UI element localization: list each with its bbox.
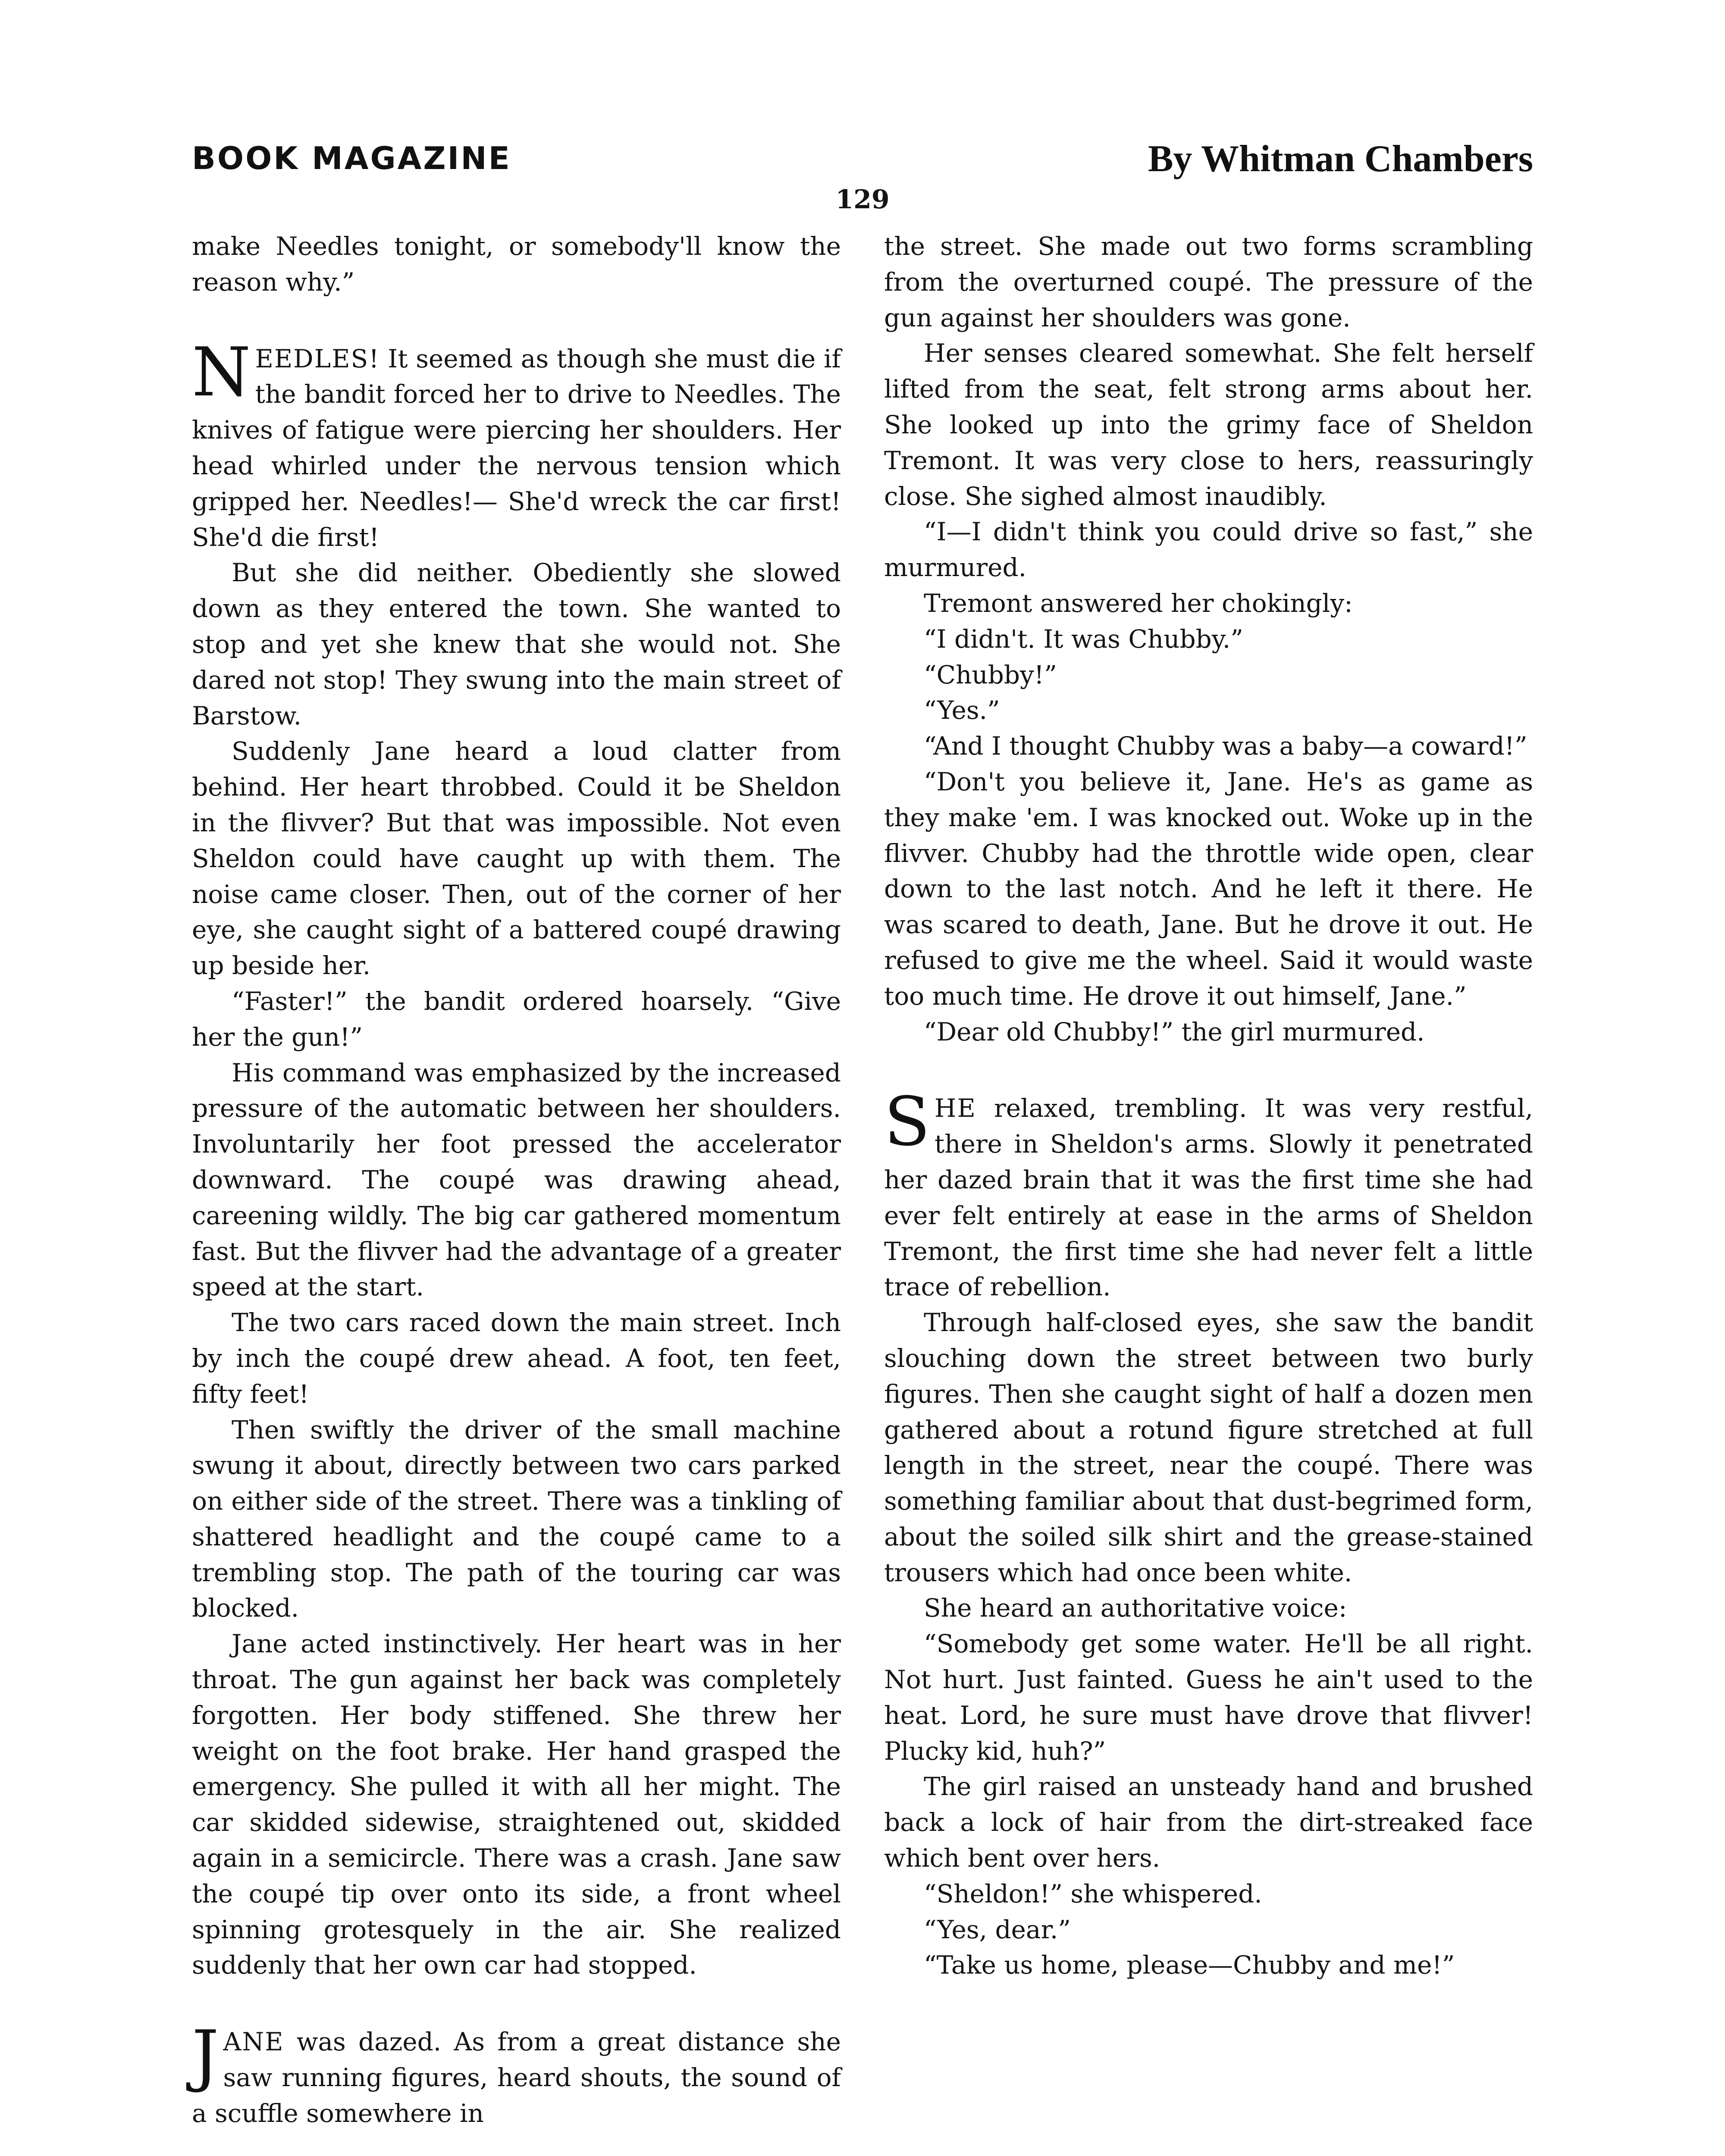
paragraph: His command was emphasized by the increased pressure of the automatic between her shoulders. Involuntarily her foot pressed the accelerator downward. The coupé was drawing ahead, careening wildly. The big car gathered momentum fast. But the flivver had the advantage of a greater speed at the start. bbox=[192, 1058, 841, 1302]
paragraph: Tremont answered her chokingly: bbox=[924, 588, 1353, 618]
right-column bbox=[884, 229, 1533, 1983]
paragraph: “Sheldon!” she whispered. bbox=[924, 1879, 1262, 1908]
drop-cap: N bbox=[192, 332, 251, 411]
left-column bbox=[192, 229, 841, 2131]
drop-cap: S bbox=[884, 1082, 930, 1161]
paragraph-text: It seemed as though she must die if the bandit forced her to drive to Needles. The knives of fatigue were piercing her shoulders. Her head whirled under the nervous tension which gripped her. Needles!— She'd wreck the car first! She'd die first! bbox=[192, 344, 841, 552]
paragraph: Then swiftly the driver of the small machine swung it about, directly between two cars parked on either side of the street. There was a tinkling of shattered headlight and the coupé came to a trembling stop. The path of the touring car was blocked. bbox=[192, 1415, 841, 1623]
paragraph-text: was dazed. As from a great distance she saw running figures, heard shouts, the sound of a scuffle somewhere in bbox=[192, 2027, 841, 2128]
magazine-title: BOOK MAGAZINE bbox=[192, 140, 511, 176]
paragraph: The girl raised an unsteady hand and brushed back a lock of hair from the dirt-streaked face which bent over hers. bbox=[884, 1772, 1533, 1873]
paragraph: But she did neither. Obediently she slowed down as they entered the town. She wanted to stop and yet she knew that she would not. She dared not stop! They swung into the main street of Barstow. bbox=[192, 558, 841, 730]
paragraph: The two cars raced down the main street. Inch by inch the coupé drew ahead. A foot, ten feet, fifty feet! bbox=[192, 1308, 841, 1409]
paragraph: “Don't you believe it, Jane. He's as game as they make 'em. I was knocked out. Woke up in the flivver. Chubby had the throttle wide open, clear down to the last notch. And he left it there. He was scared to death, Jane. But he drove it out. He refused to give me the wheel. Said it would waste too much time. He drove it out himself, Jane.” bbox=[884, 767, 1533, 1011]
drop-cap: J bbox=[192, 2016, 219, 2095]
paragraph: “I didn't. It was Chubby.” bbox=[924, 624, 1243, 654]
paragraph: make Needles tonight, or somebody'll know the reason why.” bbox=[192, 232, 841, 297]
section-opening-paragraph bbox=[192, 332, 841, 555]
paragraph: “Dear old Chubby!” the girl murmured. bbox=[924, 1017, 1425, 1047]
small-caps-word: HE bbox=[934, 1094, 976, 1123]
section-opening-paragraph bbox=[884, 1082, 1533, 1305]
paragraph: “Yes, dear.” bbox=[924, 1915, 1071, 1944]
paragraph: “Chubby!” bbox=[924, 660, 1057, 689]
paragraph: She heard an authoritative voice: bbox=[924, 1593, 1347, 1623]
paragraph: “Yes.” bbox=[924, 696, 1000, 725]
paragraph: “I—I didn't think you could drive so fast,” she murmured. bbox=[884, 517, 1533, 583]
page-number: 129 bbox=[835, 185, 890, 215]
paragraph: Through half-closed eyes, she saw the bandit slouching down the street between two burly figures. Then she caught sight of half a dozen men gathered about a rotund figure stretched at full length in the street, near the coupé. There was something familiar about that dust-begrimed form, about the soiled silk shirt and the grease-stained trousers which had once been white. bbox=[884, 1308, 1533, 1587]
author-byline: By Whitman Chambers bbox=[1148, 138, 1533, 180]
section-opening-paragraph bbox=[192, 2016, 841, 2131]
paragraph: “Take us home, please—Chubby and me!” bbox=[924, 1950, 1455, 1980]
paragraph: “Somebody get some water. He'll be all right. Not hurt. Just fainted. Guess he ain't used to the heat. Lord, he sure must have drove that flivver! Plucky kid, huh?” bbox=[884, 1629, 1533, 1766]
paragraph-text: relaxed, trembling. It was very restful, there in Sheldon's arms. Slowly it penetrated her dazed brain that it was the first time she had ever felt entirely at ease in the arms of Sheldon Tremont, the first time she had never felt a little trace of rebellion. bbox=[884, 1094, 1533, 1302]
paragraph: the street. She made out two forms scrambling from the overturned coupé. The pressure of the gun against her shoulders was gone. bbox=[884, 232, 1533, 332]
paragraph: Her senses cleared somewhat. She felt herself lifted from the seat, felt strong arms about her. She looked up into the grimy face of Sheldon Tremont. It was very close to hers, reassuringly close. She sighed almost inaudibly. bbox=[884, 338, 1533, 511]
paragraph: Suddenly Jane heard a loud clatter from behind. Her heart throbbed. Could it be Sheldon in the flivver? But that was impossible. Not even Sheldon could have caught up with them. The noise came closer. Then, out of the corner of her eye, she caught sight of a battered coupé drawing up beside her. bbox=[192, 736, 841, 981]
paragraph: “And I thought Chubby was a baby—a coward!” bbox=[924, 731, 1527, 761]
small-caps-word: ANE bbox=[223, 2027, 284, 2057]
paragraph: “Faster!” the bandit ordered hoarsely. “Give her the gun!” bbox=[192, 986, 841, 1052]
small-caps-word: EEDLES! bbox=[255, 344, 380, 373]
paragraph: Jane acted instinctively. Her heart was in her throat. The gun against her back was completely forgotten. Her body stiffened. She threw her weight on the foot brake. Her hand grasped the emergency. She pulled it with all her might. The car skidded sidewise, straightened out, skidded again in a semicircle. There was a crash. Jane saw the coupé tip over onto its side, a front wheel spinning grotesquely in the air. She realized suddenly that her own car had stopped. bbox=[192, 1629, 841, 1980]
